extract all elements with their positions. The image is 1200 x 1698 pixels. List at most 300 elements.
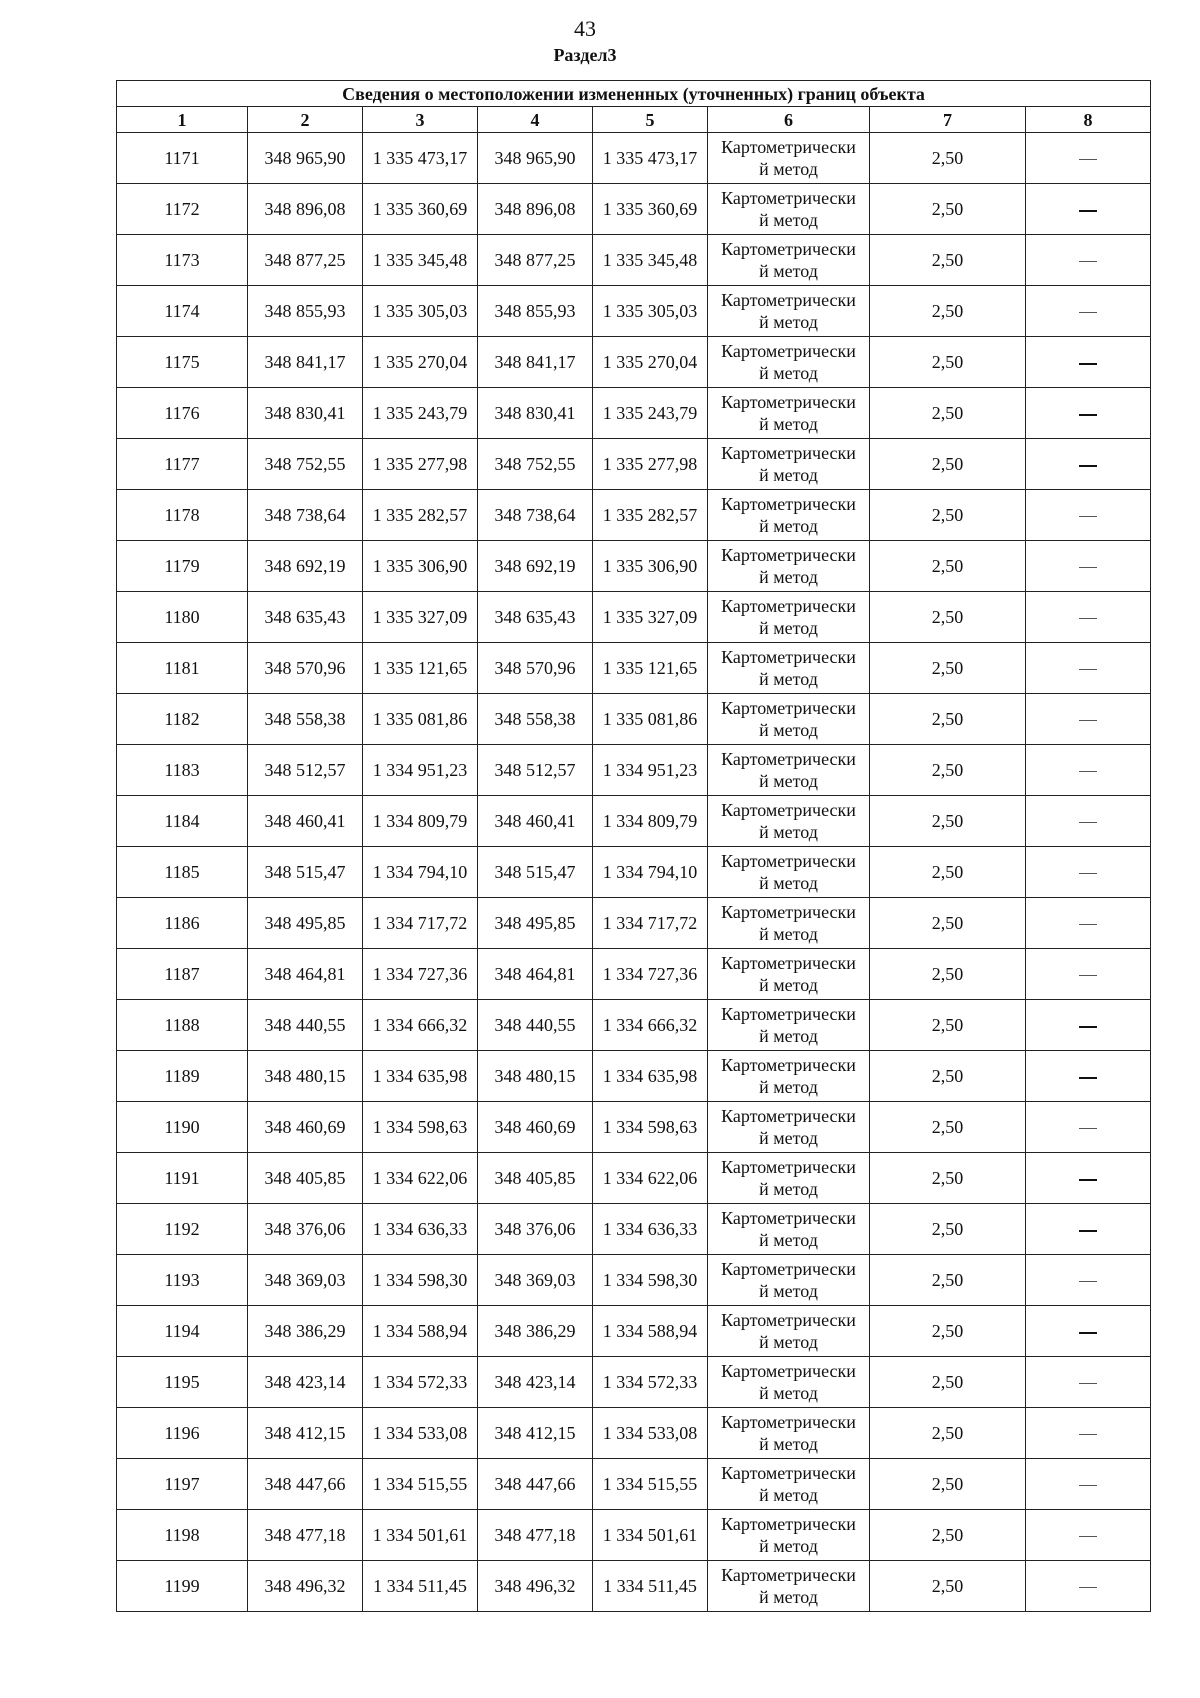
x-existing-cell: 348 480,15	[248, 1051, 363, 1102]
x-new-cell: 348 830,41	[478, 388, 593, 439]
accuracy-cell: 2,50	[870, 1561, 1026, 1612]
y-new-cell: 1 335 327,09	[593, 592, 708, 643]
x-new-cell: 348 477,18	[478, 1510, 593, 1561]
point-number-cell: 1185	[117, 847, 248, 898]
column-8-cell	[1026, 1306, 1151, 1357]
y-existing-cell: 1 334 511,45	[363, 1561, 478, 1612]
x-new-cell: 348 558,38	[478, 694, 593, 745]
y-existing-cell: 1 335 360,69	[363, 184, 478, 235]
dash-mark	[1079, 1026, 1097, 1028]
x-existing-cell: 348 464,81	[248, 949, 363, 1000]
method-line-1: Картометрически	[721, 443, 856, 463]
x-new-cell: 348 512,57	[478, 745, 593, 796]
point-number-cell: 1195	[117, 1357, 248, 1408]
y-new-cell: 1 334 515,55	[593, 1459, 708, 1510]
method-line-2: й метод	[759, 873, 818, 893]
dash-mark	[1079, 1332, 1097, 1334]
dash-mark	[1079, 1587, 1097, 1588]
y-existing-cell: 1 334 635,98	[363, 1051, 478, 1102]
method-line-1: Картометрически	[721, 749, 856, 769]
method-line-1: Картометрически	[721, 1361, 856, 1381]
method-cell	[708, 643, 870, 694]
y-existing-cell: 1 334 533,08	[363, 1408, 478, 1459]
table-row	[117, 1051, 1151, 1102]
method-line-1: Картометрически	[721, 1208, 856, 1228]
method-cell	[708, 133, 870, 184]
method-cell	[708, 1102, 870, 1153]
method-cell	[708, 286, 870, 337]
table-row	[117, 898, 1151, 949]
x-new-cell: 348 635,43	[478, 592, 593, 643]
column-8-cell	[1026, 439, 1151, 490]
x-new-cell: 348 965,90	[478, 133, 593, 184]
y-new-cell: 1 335 121,65	[593, 643, 708, 694]
table-row	[117, 847, 1151, 898]
column-numbers-row	[117, 107, 1151, 133]
x-new-cell: 348 460,41	[478, 796, 593, 847]
column-8-cell	[1026, 235, 1151, 286]
table-row	[117, 694, 1151, 745]
method-cell	[708, 235, 870, 286]
method-line-2: й метод	[759, 516, 818, 536]
method-cell	[708, 796, 870, 847]
y-new-cell: 1 335 360,69	[593, 184, 708, 235]
method-line-2: й метод	[759, 210, 818, 230]
y-existing-cell: 1 334 572,33	[363, 1357, 478, 1408]
y-new-cell: 1 335 243,79	[593, 388, 708, 439]
x-new-cell: 348 855,93	[478, 286, 593, 337]
method-line-2: й метод	[759, 159, 818, 179]
x-existing-cell: 348 965,90	[248, 133, 363, 184]
x-new-cell: 348 376,06	[478, 1204, 593, 1255]
dash-mark	[1079, 1434, 1097, 1435]
dash-mark	[1079, 975, 1097, 976]
x-new-cell: 348 464,81	[478, 949, 593, 1000]
method-line-1: Картометрически	[721, 341, 856, 361]
y-new-cell: 1 334 588,94	[593, 1306, 708, 1357]
method-line-2: й метод	[759, 1128, 818, 1148]
accuracy-cell: 2,50	[870, 1051, 1026, 1102]
method-line-1: Картометрически	[721, 137, 856, 157]
x-existing-cell: 348 447,66	[248, 1459, 363, 1510]
point-number-cell: 1171	[117, 133, 248, 184]
dash-mark	[1079, 465, 1097, 467]
x-new-cell: 348 460,69	[478, 1102, 593, 1153]
method-cell	[708, 1510, 870, 1561]
x-new-cell: 348 495,85	[478, 898, 593, 949]
x-existing-cell: 348 460,41	[248, 796, 363, 847]
table-row	[117, 286, 1151, 337]
y-existing-cell: 1 334 598,63	[363, 1102, 478, 1153]
point-number-cell: 1184	[117, 796, 248, 847]
table-row	[117, 337, 1151, 388]
method-line-2: й метод	[759, 669, 818, 689]
section-title: Раздел3	[553, 45, 617, 65]
dash-mark	[1079, 567, 1097, 568]
method-cell	[708, 337, 870, 388]
method-line-2: й метод	[759, 1383, 818, 1403]
point-number-cell: 1189	[117, 1051, 248, 1102]
coordinates-table	[116, 80, 1151, 1612]
x-existing-cell: 348 477,18	[248, 1510, 363, 1561]
y-existing-cell: 1 335 282,57	[363, 490, 478, 541]
x-new-cell: 348 440,55	[478, 1000, 593, 1051]
column-8-cell	[1026, 1204, 1151, 1255]
method-line-2: й метод	[759, 1281, 818, 1301]
column-8-cell	[1026, 541, 1151, 592]
y-new-cell: 1 334 511,45	[593, 1561, 708, 1612]
x-new-cell: 348 896,08	[478, 184, 593, 235]
table-row	[117, 1561, 1151, 1612]
dash-mark	[1079, 822, 1097, 823]
x-existing-cell: 348 496,32	[248, 1561, 363, 1612]
y-existing-cell: 1 334 951,23	[363, 745, 478, 796]
x-existing-cell: 348 440,55	[248, 1000, 363, 1051]
x-new-cell: 348 752,55	[478, 439, 593, 490]
accuracy-cell: 2,50	[870, 592, 1026, 643]
x-existing-cell: 348 495,85	[248, 898, 363, 949]
column-8-cell	[1026, 1000, 1151, 1051]
point-number-cell: 1193	[117, 1255, 248, 1306]
y-new-cell: 1 335 345,48	[593, 235, 708, 286]
x-existing-cell: 348 841,17	[248, 337, 363, 388]
dash-mark	[1079, 312, 1097, 313]
column-number: 7	[870, 107, 1026, 133]
method-line-2: й метод	[759, 414, 818, 434]
y-existing-cell: 1 335 306,90	[363, 541, 478, 592]
dash-mark	[1079, 210, 1097, 212]
point-number-cell: 1175	[117, 337, 248, 388]
y-existing-cell: 1 334 515,55	[363, 1459, 478, 1510]
accuracy-cell: 2,50	[870, 898, 1026, 949]
y-new-cell: 1 334 951,23	[593, 745, 708, 796]
method-line-1: Картометрически	[721, 494, 856, 514]
y-new-cell: 1 334 727,36	[593, 949, 708, 1000]
column-8-cell	[1026, 592, 1151, 643]
x-existing-cell: 348 558,38	[248, 694, 363, 745]
table-row	[117, 643, 1151, 694]
accuracy-cell: 2,50	[870, 541, 1026, 592]
method-line-1: Картометрически	[721, 1412, 856, 1432]
x-existing-cell: 348 369,03	[248, 1255, 363, 1306]
y-new-cell: 1 335 306,90	[593, 541, 708, 592]
point-number-cell: 1187	[117, 949, 248, 1000]
y-existing-cell: 1 334 809,79	[363, 796, 478, 847]
x-new-cell: 348 369,03	[478, 1255, 593, 1306]
y-new-cell: 1 335 282,57	[593, 490, 708, 541]
table-body	[117, 133, 1151, 1612]
y-new-cell: 1 334 666,32	[593, 1000, 708, 1051]
x-existing-cell: 348 752,55	[248, 439, 363, 490]
method-line-2: й метод	[759, 312, 818, 332]
method-line-1: Картометрически	[721, 239, 856, 259]
method-line-1: Картометрически	[721, 290, 856, 310]
column-8-cell	[1026, 1153, 1151, 1204]
table-row	[117, 1255, 1151, 1306]
method-line-2: й метод	[759, 720, 818, 740]
method-cell	[708, 694, 870, 745]
y-existing-cell: 1 335 081,86	[363, 694, 478, 745]
x-existing-cell: 348 738,64	[248, 490, 363, 541]
y-existing-cell: 1 334 727,36	[363, 949, 478, 1000]
x-new-cell: 348 841,17	[478, 337, 593, 388]
point-number-cell: 1190	[117, 1102, 248, 1153]
method-cell	[708, 1561, 870, 1612]
column-8-cell	[1026, 337, 1151, 388]
y-existing-cell: 1 334 636,33	[363, 1204, 478, 1255]
x-new-cell: 348 877,25	[478, 235, 593, 286]
table-row	[117, 541, 1151, 592]
method-cell	[708, 592, 870, 643]
method-line-1: Картометрически	[721, 1055, 856, 1075]
method-line-2: й метод	[759, 1587, 818, 1607]
method-line-2: й метод	[759, 1485, 818, 1505]
x-new-cell: 348 412,15	[478, 1408, 593, 1459]
method-line-2: й метод	[759, 465, 818, 485]
dash-mark	[1079, 414, 1097, 416]
method-line-1: Картометрически	[721, 1259, 856, 1279]
method-line-2: й метод	[759, 822, 818, 842]
point-number-cell: 1198	[117, 1510, 248, 1561]
column-8-cell	[1026, 694, 1151, 745]
y-existing-cell: 1 335 345,48	[363, 235, 478, 286]
method-cell	[708, 1051, 870, 1102]
y-new-cell: 1 335 305,03	[593, 286, 708, 337]
accuracy-cell: 2,50	[870, 1510, 1026, 1561]
x-existing-cell: 348 855,93	[248, 286, 363, 337]
method-line-1: Картометрически	[721, 596, 856, 616]
table-row	[117, 1408, 1151, 1459]
dash-mark	[1079, 516, 1097, 517]
method-cell	[708, 1306, 870, 1357]
table-row	[117, 1510, 1151, 1561]
point-number-cell: 1173	[117, 235, 248, 286]
point-number-cell: 1181	[117, 643, 248, 694]
method-line-2: й метод	[759, 1077, 818, 1097]
column-8-cell	[1026, 1102, 1151, 1153]
column-8-cell	[1026, 388, 1151, 439]
x-new-cell: 348 515,47	[478, 847, 593, 898]
x-existing-cell: 348 635,43	[248, 592, 363, 643]
point-number-cell: 1196	[117, 1408, 248, 1459]
method-cell	[708, 898, 870, 949]
table-row	[117, 439, 1151, 490]
y-existing-cell: 1 334 666,32	[363, 1000, 478, 1051]
method-line-2: й метод	[759, 1536, 818, 1556]
method-line-1: Картометрически	[721, 1157, 856, 1177]
point-number-cell: 1188	[117, 1000, 248, 1051]
x-existing-cell: 348 692,19	[248, 541, 363, 592]
y-new-cell: 1 334 572,33	[593, 1357, 708, 1408]
x-new-cell: 348 496,32	[478, 1561, 593, 1612]
point-number-cell: 1183	[117, 745, 248, 796]
point-number-cell: 1172	[117, 184, 248, 235]
method-line-1: Картометрически	[721, 1004, 856, 1024]
dash-mark	[1079, 363, 1097, 365]
method-cell	[708, 490, 870, 541]
accuracy-cell: 2,50	[870, 1000, 1026, 1051]
x-existing-cell: 348 515,47	[248, 847, 363, 898]
method-cell	[708, 1459, 870, 1510]
x-new-cell: 348 447,66	[478, 1459, 593, 1510]
y-new-cell: 1 334 598,63	[593, 1102, 708, 1153]
y-existing-cell: 1 334 501,61	[363, 1510, 478, 1561]
y-new-cell: 1 335 277,98	[593, 439, 708, 490]
y-existing-cell: 1 335 305,03	[363, 286, 478, 337]
point-number-cell: 1192	[117, 1204, 248, 1255]
y-existing-cell: 1 334 622,06	[363, 1153, 478, 1204]
method-cell	[708, 1255, 870, 1306]
method-cell	[708, 949, 870, 1000]
x-existing-cell: 348 405,85	[248, 1153, 363, 1204]
x-existing-cell: 348 512,57	[248, 745, 363, 796]
method-cell	[708, 388, 870, 439]
method-line-1: Картометрически	[721, 1565, 856, 1585]
column-8-cell	[1026, 1561, 1151, 1612]
point-number-cell: 1179	[117, 541, 248, 592]
x-existing-cell: 348 376,06	[248, 1204, 363, 1255]
dash-mark	[1079, 1383, 1097, 1384]
x-existing-cell: 348 896,08	[248, 184, 363, 235]
accuracy-cell: 2,50	[870, 1255, 1026, 1306]
accuracy-cell: 2,50	[870, 388, 1026, 439]
method-line-1: Картометрически	[721, 188, 856, 208]
table-row	[117, 1000, 1151, 1051]
method-line-2: й метод	[759, 261, 818, 281]
column-number: 6	[708, 107, 870, 133]
column-8-cell	[1026, 1255, 1151, 1306]
method-cell	[708, 184, 870, 235]
method-cell	[708, 1204, 870, 1255]
method-line-1: Картометрически	[721, 698, 856, 718]
method-line-1: Картометрически	[721, 1463, 856, 1483]
point-number-cell: 1182	[117, 694, 248, 745]
method-line-1: Картометрически	[721, 1310, 856, 1330]
method-cell	[708, 541, 870, 592]
column-8-cell	[1026, 847, 1151, 898]
dash-mark	[1079, 924, 1097, 925]
method-line-1: Картометрически	[721, 647, 856, 667]
column-8-cell	[1026, 643, 1151, 694]
dash-mark	[1079, 159, 1097, 160]
method-line-1: Картометрически	[721, 902, 856, 922]
dash-mark	[1079, 1485, 1097, 1486]
y-new-cell: 1 334 622,06	[593, 1153, 708, 1204]
accuracy-cell: 2,50	[870, 1408, 1026, 1459]
accuracy-cell: 2,50	[870, 133, 1026, 184]
method-line-1: Картометрически	[721, 545, 856, 565]
accuracy-cell: 2,50	[870, 1357, 1026, 1408]
table-caption: Сведения о местоположении измененных (уточненных) границ объекта	[117, 81, 1151, 107]
method-line-2: й метод	[759, 1026, 818, 1046]
method-cell	[708, 1153, 870, 1204]
method-cell	[708, 1000, 870, 1051]
column-8-cell	[1026, 745, 1151, 796]
column-8-cell	[1026, 133, 1151, 184]
method-line-1: Картометрически	[721, 1514, 856, 1534]
x-new-cell: 348 423,14	[478, 1357, 593, 1408]
method-line-1: Картометрически	[721, 953, 856, 973]
y-existing-cell: 1 335 473,17	[363, 133, 478, 184]
table-row	[117, 1357, 1151, 1408]
method-line-2: й метод	[759, 1230, 818, 1250]
accuracy-cell: 2,50	[870, 1459, 1026, 1510]
accuracy-cell: 2,50	[870, 1102, 1026, 1153]
y-new-cell: 1 334 809,79	[593, 796, 708, 847]
point-number-cell: 1180	[117, 592, 248, 643]
dash-mark	[1079, 771, 1097, 772]
dash-mark	[1079, 1230, 1097, 1232]
x-new-cell: 348 738,64	[478, 490, 593, 541]
table-row	[117, 1459, 1151, 1510]
column-8-cell	[1026, 949, 1151, 1000]
dash-mark	[1079, 720, 1097, 721]
accuracy-cell: 2,50	[870, 745, 1026, 796]
dash-mark	[1079, 1536, 1097, 1537]
column-8-cell	[1026, 1459, 1151, 1510]
accuracy-cell: 2,50	[870, 1153, 1026, 1204]
y-new-cell: 1 334 636,33	[593, 1204, 708, 1255]
dash-mark	[1079, 1128, 1097, 1129]
column-number: 2	[248, 107, 363, 133]
table-row	[117, 1306, 1151, 1357]
accuracy-cell: 2,50	[870, 184, 1026, 235]
point-number-cell: 1176	[117, 388, 248, 439]
accuracy-cell: 2,50	[870, 235, 1026, 286]
point-number-cell: 1199	[117, 1561, 248, 1612]
column-number: 8	[1026, 107, 1151, 133]
column-8-cell	[1026, 898, 1151, 949]
table-row	[117, 1102, 1151, 1153]
point-number-cell: 1194	[117, 1306, 248, 1357]
table-row	[117, 184, 1151, 235]
accuracy-cell: 2,50	[870, 1306, 1026, 1357]
x-new-cell: 348 480,15	[478, 1051, 593, 1102]
column-8-cell	[1026, 490, 1151, 541]
x-new-cell: 348 386,29	[478, 1306, 593, 1357]
accuracy-cell: 2,50	[870, 949, 1026, 1000]
y-new-cell: 1 335 270,04	[593, 337, 708, 388]
accuracy-cell: 2,50	[870, 643, 1026, 694]
accuracy-cell: 2,50	[870, 1204, 1026, 1255]
method-cell	[708, 439, 870, 490]
y-new-cell: 1 334 598,30	[593, 1255, 708, 1306]
table-row	[117, 490, 1151, 541]
method-line-1: Картометрически	[721, 851, 856, 871]
column-8-cell	[1026, 286, 1151, 337]
y-new-cell: 1 334 501,61	[593, 1510, 708, 1561]
table-row	[117, 1153, 1151, 1204]
method-line-1: Картометрически	[721, 392, 856, 412]
x-existing-cell: 348 830,41	[248, 388, 363, 439]
y-existing-cell: 1 335 121,65	[363, 643, 478, 694]
method-cell	[708, 847, 870, 898]
column-8-cell	[1026, 1051, 1151, 1102]
table-row	[117, 949, 1151, 1000]
method-line-2: й метод	[759, 363, 818, 383]
accuracy-cell: 2,50	[870, 286, 1026, 337]
y-existing-cell: 1 335 243,79	[363, 388, 478, 439]
y-new-cell: 1 334 533,08	[593, 1408, 708, 1459]
point-number-cell: 1177	[117, 439, 248, 490]
y-existing-cell: 1 335 327,09	[363, 592, 478, 643]
column-number: 3	[363, 107, 478, 133]
y-new-cell: 1 335 081,86	[593, 694, 708, 745]
method-cell	[708, 1357, 870, 1408]
x-new-cell: 348 570,96	[478, 643, 593, 694]
method-line-2: й метод	[759, 1179, 818, 1199]
table-row	[117, 796, 1151, 847]
